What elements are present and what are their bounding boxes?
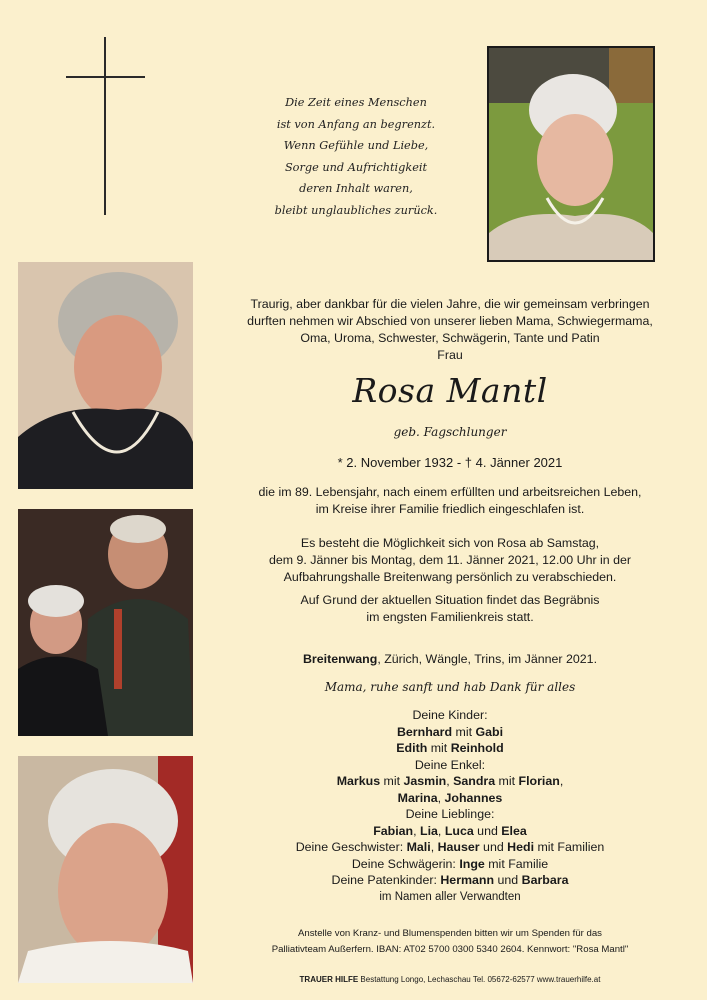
deceased-name: Rosa Mantl bbox=[352, 371, 548, 410]
place-date-line bbox=[208, 651, 692, 668]
poem-line: deren Inhalt waren, bbox=[299, 182, 413, 196]
poem-line: Die Zeit eines Menschen bbox=[285, 96, 427, 109]
motto: Mama, ruhe sanft und hab Dank für alles bbox=[324, 680, 576, 694]
burial-line: im engsten Familienkreis statt. bbox=[366, 610, 534, 624]
enkel-line: Markus mit Jasmin, Sandra mit Florian, bbox=[336, 774, 564, 788]
place-rest: , Zürich, Wängle, Trins, im Jänner 2021. bbox=[377, 652, 598, 666]
verwandte-line: im Namen aller Verwandten bbox=[379, 890, 521, 903]
footer-brand: TRAUER HILFE bbox=[299, 975, 359, 984]
main-portrait-photo bbox=[487, 46, 655, 262]
viewing-line: Es besteht die Möglichkeit sich von Rosa ab Samstag, bbox=[300, 536, 600, 550]
announcement-line: Traurig, aber dankbar für die vielen Jahre, die wir gemeinsam verbringen bbox=[250, 297, 650, 311]
couple-dancing-photo bbox=[18, 509, 193, 736]
kinder-line: Edith mit Reinhold bbox=[396, 741, 504, 755]
viewing-text bbox=[208, 535, 692, 586]
footer-details: Bestattung Longo, Lechaschau Tel. 05672-62577 www.trauerhilfe.at bbox=[358, 975, 601, 984]
patenkinder-line: Deine Patenkinder: Hermann und Barbara bbox=[331, 873, 569, 887]
poem-line: Sorge und Aufrichtigkeit bbox=[284, 160, 428, 174]
donation-line: Palliativteam Außerfern. IBAN: AT02 5700 0300 5340 2604. Kennwort: "Rosa Mantl" bbox=[271, 944, 629, 955]
schwaegerin-line: Deine Schwägerin: Inge mit Familie bbox=[351, 856, 549, 871]
enkel-line: Marina, Johannes bbox=[397, 790, 503, 805]
passing-text bbox=[208, 484, 692, 518]
geschwister-line: Deine Geschwister: Mali, Hauser und Hedi mit Familien bbox=[295, 840, 605, 854]
poem-line: ist von Anfang an begrenzt. bbox=[276, 117, 436, 131]
passing-line: im Kreise ihrer Familie friedlich eingeschlafen ist. bbox=[315, 502, 585, 516]
poem bbox=[236, 92, 476, 222]
portrait-photo-1 bbox=[18, 262, 193, 489]
passing-line: die im 89. Lebensjahr, nach einem erfüllten und arbeitsreichen Leben, bbox=[258, 485, 642, 499]
burial-text bbox=[208, 592, 692, 626]
poem-line: Wenn Gefühle und Liebe, bbox=[283, 139, 429, 153]
announcement-text bbox=[208, 296, 692, 364]
lieblinge-label: Deine Lieblinge: bbox=[405, 807, 495, 821]
viewing-line: Aufbahrungshalle Breitenwang persönlich zu verabschieden. bbox=[283, 570, 617, 584]
announcement-line: Oma, Uroma, Schwester, Schwägerin, Tante und Patin bbox=[300, 331, 600, 345]
poem-line: bleibt unglaubliches zurück. bbox=[274, 203, 438, 217]
kinder-label: Deine Kinder: bbox=[412, 708, 488, 722]
announcement-line: durften nehmen wir Abschied von unserer lieben Mama, Schwiegermama, bbox=[247, 314, 653, 328]
donation-line: Anstelle von Kranz- und Blumenspenden bitten wir um Spenden für das bbox=[298, 928, 602, 939]
kinder-line: Bernhard mit Gabi bbox=[396, 724, 504, 739]
lieblinge-line: Fabian, Lia, Luca und Elea bbox=[373, 823, 527, 838]
burial-line: Auf Grund der aktuellen Situation findet das Begräbnis bbox=[300, 593, 600, 607]
enkel-label: Deine Enkel: bbox=[414, 757, 486, 772]
family-list bbox=[208, 707, 692, 905]
life-dates: * 2. November 1932 - † 4. Jänner 2021 bbox=[337, 455, 563, 470]
maiden-name: geb. Fagschlunger bbox=[393, 425, 507, 439]
donation-note bbox=[208, 926, 692, 958]
announcement-line: Frau bbox=[437, 348, 463, 362]
viewing-line: dem 9. Jänner bis Montag, dem 11. Jänner 2021, 12.00 Uhr in der bbox=[268, 553, 632, 567]
place-town: Breitenwang bbox=[302, 652, 378, 666]
funeral-home-footer bbox=[208, 974, 692, 986]
portrait-photo-3 bbox=[18, 756, 193, 983]
